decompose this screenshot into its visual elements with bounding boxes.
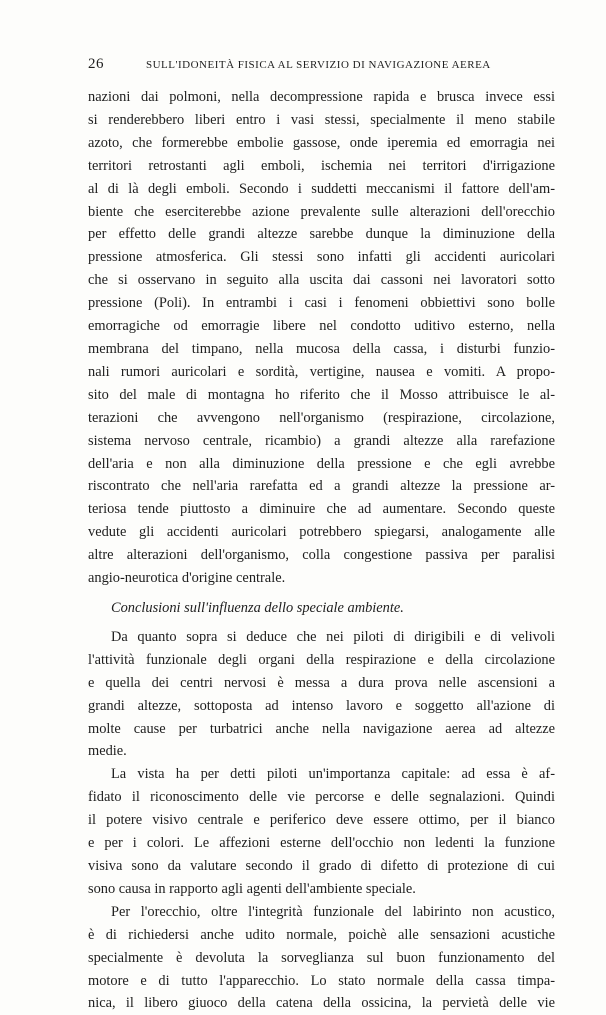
text-line: fidato il riconoscimento delle vie percorse e delle segnalazioni. Quindi <box>88 789 555 806</box>
text-line: è di richiedersi anche udito normale, poichè alle sensazioni acustiche <box>88 926 555 943</box>
text-line: pressione atmosferica. Gli stessi sono infatti gli accidenti auricolari <box>88 249 555 266</box>
paragraph <box>88 901 555 1015</box>
text-line: si renderebbero liberi entro i vasi stessi, specialmente il meno stabile <box>88 111 555 128</box>
text-line: per effetto delle grandi altezze sarebbe dunque la diminuzione della <box>88 226 555 243</box>
paragraph <box>88 763 555 900</box>
text-line: medie. <box>88 743 127 760</box>
text-line: territori retrostanti agli emboli, ischemia nei territori d'irrigazione <box>88 157 555 174</box>
page-number: 26 <box>88 56 104 72</box>
running-title: SULL'IDONEITÀ FISICA AL SERVIZIO DI NAVIGAZIONE AEREA <box>146 59 491 71</box>
paragraph-continued <box>88 86 555 590</box>
text-line: che si osservano in seguito alla uscita dai cassoni nei lavoratori sotto <box>88 272 555 289</box>
text-line: grandi altezze, sottoposta ad intenso lavoro e soggetto all'azione di <box>88 697 555 714</box>
text-line: sono causa in rapporto agli agenti dell'ambiente speciale. <box>88 880 416 897</box>
page-header <box>88 58 555 78</box>
text-line: sistema nervoso centrale, ricambio) a grandi altezze alla rarefazione <box>88 432 555 449</box>
text-line: il potere visivo centrale e periferico deve essere ottimo, per il bianco <box>88 812 555 829</box>
text-line: riscontrato che nell'aria rarefatta ed a grandi altezze la pressione ar- <box>88 478 555 495</box>
text-line: La vista ha per detti piloti un'importanza capitale: ad essa è af- <box>111 766 555 783</box>
text-line: l'attività funzionale degli organi della respirazione e della circolazione <box>88 651 555 668</box>
text-line: dell'aria e non alla diminuzione della pressione e che egli avrebbe <box>88 455 555 472</box>
paragraph <box>88 626 555 763</box>
text-line: terazioni che avvengono nell'organismo (respirazione, circolazione, <box>88 409 555 426</box>
text-line: pressione (Poli). In entrambi i casi i fenomeni obbiettivi sono bolle <box>88 295 555 312</box>
text-line: specialmente è devoluta la sorveglianza sul buon funzionamento del <box>88 949 555 966</box>
text-line: e per i colori. Le affezioni esterne dell'occhio non ledenti la funzione <box>88 835 555 852</box>
text-line: membrana del timpano, nella mucosa della cassa, i disturbi funzio- <box>88 340 555 357</box>
text-line: nali rumori auricolari e sordità, vertigine, nausea e vomiti. A propo- <box>88 363 555 380</box>
text-line: vedute gli accidenti auricolari potrebbero spiegarsi, analogamente alle <box>88 524 555 541</box>
text-line: al di là degli emboli. Secondo i suddetti meccanismi il fattore dell'am- <box>88 180 555 197</box>
text-line: teriosa tende piuttosto a diminuire che ad aumentare. Secondo queste <box>88 501 555 518</box>
book-page <box>88 58 555 1015</box>
text-line: e quella dei centri nervosi è messa a dura prova nelle ascensioni a <box>88 674 555 691</box>
text-line: molte cause per turbatrici anche nella navigazione aerea ad altezze <box>88 720 555 737</box>
text-line: sito del male di montagna ho riferito che il Mosso attribuisce le al- <box>88 386 555 403</box>
body-text <box>88 86 555 1015</box>
text-line: Per l'orecchio, oltre l'integrità funzionale del labirinto non acustico, <box>111 903 555 920</box>
text-line: Da quanto sopra si deduce che nei piloti di dirigibili e di velivoli <box>111 628 555 645</box>
text-line: motore e di tutto l'apparecchio. Lo stato normale della cassa timpa- <box>88 972 555 989</box>
text-line: biente che eserciterebbe azione prevalente sulle alterazioni dell'orecchio <box>88 203 555 220</box>
text-line: nazioni dai polmoni, nella decompressione rapida e brusca invece essi <box>88 89 555 105</box>
text-line: angio-neurotica d'origine centrale. <box>88 570 286 587</box>
text-line: emorragiche od emorragie libere nel condotto uditivo esterno, nella <box>88 318 555 335</box>
section-subheading: Conclusioni sull'influenza dello speciale ambiente. <box>111 599 404 616</box>
text-line: nica, il libero giuoco della catena della ossicina, la pervietà delle vie <box>88 995 555 1012</box>
text-line: altre alterazioni dell'organismo, colla congestione passiva per paralisi <box>88 547 555 564</box>
text-line: azoto, che formerebbe embolie gassose, onde iperemia ed emorragia nei <box>88 134 555 151</box>
text-line: visiva sono da valutare secondo il grado di difetto di protezione di cui <box>88 858 555 874</box>
